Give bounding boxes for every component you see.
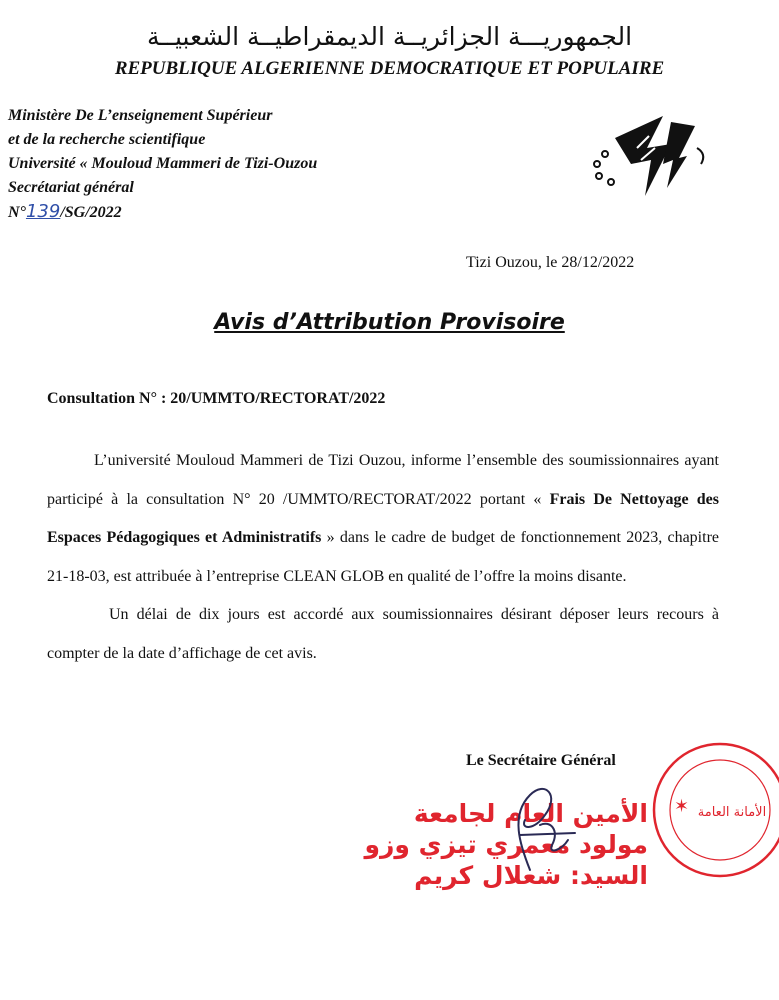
ref-prefix: N° <box>8 204 26 221</box>
notice-title: Avis d’Attribution Provisoire <box>214 310 565 335</box>
ministry-line-1: Ministère De L’enseignement Supérieur <box>8 107 273 124</box>
reference-number <box>8 200 317 225</box>
consultation-number: Consultation N° : 20/UMMTO/RECTORAT/2022 <box>47 390 386 407</box>
ref-suffix: /SG/2022 <box>60 204 122 221</box>
date-line: Tizi Ouzou, le 28/12/2022 <box>466 254 635 271</box>
paragraph-2: Un délai de dix jours est accordé aux soumissionnaires désirant déposer leurs recours à compter de la date d’affichage de cet avis. <box>47 606 719 662</box>
paragraph-1-start: L’université Mouloud Mammeri de Tizi Ouzou, informe l’ensemble des soumissionnaires ayant participé à la consultation N° 20 /UMMTO/RECTORAT/2022 portant « <box>47 452 719 508</box>
stamp-line-2: مولود معمري تيزي وزو <box>364 830 648 859</box>
seal-center-text: الأمانة العامة <box>697 805 767 820</box>
secretariat-label: Secrétariat général <box>8 179 134 196</box>
ministry-line-2: et de la recherche scientifique <box>8 131 206 148</box>
ministry-block <box>8 104 317 225</box>
university-name: Université « Mouloud Mammeri de Tizi-Ouzou <box>8 155 318 172</box>
paragraph-1-subject: Frais De Nettoyage des Espaces Pédagogiques et Administratifs <box>47 490 719 546</box>
paragraph-1 <box>47 442 719 596</box>
seal-star-icon: ✶ <box>674 796 690 817</box>
ref-handwritten-number: 139 <box>25 201 61 222</box>
notice-body <box>47 442 719 673</box>
paragraph-1-end: » dans le cadre de budget de fonctionnement 2023, chapitre 21-18-03, est attribuée à l’entreprise CLEAN GLOB en qualité de l’offre la moins disante. <box>47 529 720 585</box>
university-logo-icon <box>575 108 715 208</box>
signature-title: Le Secrétaire Général <box>466 752 616 769</box>
official-seal <box>640 730 779 880</box>
arabic-republic-header: الجمهوريـــة الجزائريــة الديمقراطيــة الشعبيــة <box>146 22 633 51</box>
handwritten-signature <box>490 775 580 875</box>
republic-header: REPUBLIQUE ALGERIENNE DEMOCRATIQUE ET POPULAIRE <box>114 58 665 79</box>
stamp-line-3: السيد: شعلال كريم <box>414 861 648 890</box>
stamp-line-1: الأمين العام لجامعة <box>413 799 648 828</box>
